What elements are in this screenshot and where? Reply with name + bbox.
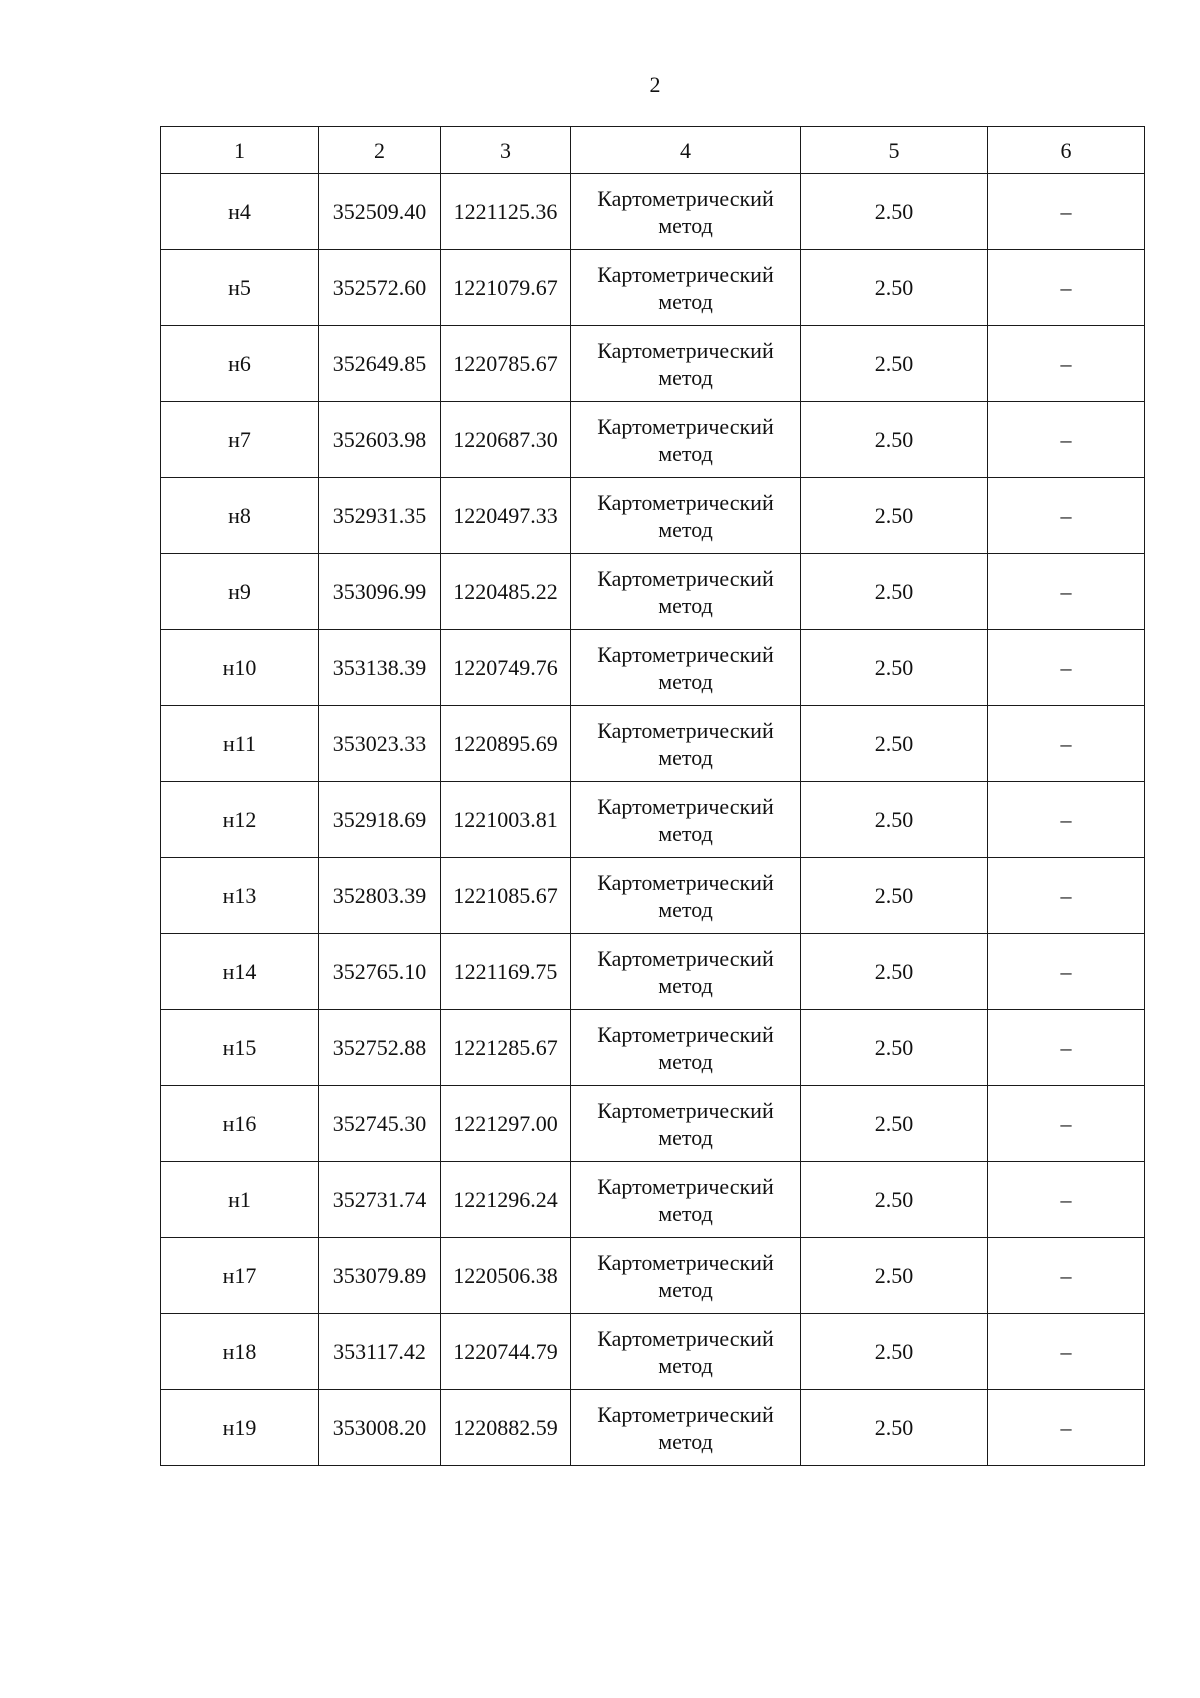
method-line-1: Картометрический xyxy=(597,869,774,895)
method-line-2: метод xyxy=(658,896,713,922)
point-name-cell: н6 xyxy=(161,326,319,402)
table-row xyxy=(161,174,1145,250)
point-name-cell: н9 xyxy=(161,554,319,630)
x-coordinate-cell: 352731.74 xyxy=(319,1162,441,1238)
y-coordinate-cell: 1221125.36 xyxy=(441,174,571,250)
point-name-cell: н11 xyxy=(161,706,319,782)
method-line-2: метод xyxy=(658,744,713,770)
x-coordinate-cell: 353117.42 xyxy=(319,1314,441,1390)
method-line-1: Картометрический xyxy=(597,489,774,515)
note-cell: – xyxy=(988,402,1145,478)
method-line-1: Картометрический xyxy=(597,1401,774,1427)
point-name-cell: н16 xyxy=(161,1086,319,1162)
method-line-1: Картометрический xyxy=(597,337,774,363)
method-line-2: метод xyxy=(658,592,713,618)
table-header-row xyxy=(161,127,1145,174)
table-row xyxy=(161,250,1145,326)
accuracy-cell: 2.50 xyxy=(801,1086,988,1162)
accuracy-cell: 2.50 xyxy=(801,1314,988,1390)
table-row xyxy=(161,1010,1145,1086)
method-line-2: метод xyxy=(658,1276,713,1302)
accuracy-cell: 2.50 xyxy=(801,326,988,402)
table-row xyxy=(161,554,1145,630)
method-line-2: метод xyxy=(658,820,713,846)
y-coordinate-cell: 1220749.76 xyxy=(441,630,571,706)
note-cell: – xyxy=(988,174,1145,250)
accuracy-cell: 2.50 xyxy=(801,706,988,782)
method-cell xyxy=(571,1238,801,1314)
x-coordinate-cell: 352931.35 xyxy=(319,478,441,554)
accuracy-cell: 2.50 xyxy=(801,934,988,1010)
method-cell xyxy=(571,1314,801,1390)
note-cell: – xyxy=(988,782,1145,858)
y-coordinate-cell: 1221003.81 xyxy=(441,782,571,858)
accuracy-cell: 2.50 xyxy=(801,1010,988,1086)
table-row xyxy=(161,858,1145,934)
accuracy-cell: 2.50 xyxy=(801,174,988,250)
note-cell: – xyxy=(988,1086,1145,1162)
y-coordinate-cell: 1220895.69 xyxy=(441,706,571,782)
method-cell xyxy=(571,174,801,250)
x-coordinate-cell: 352765.10 xyxy=(319,934,441,1010)
y-coordinate-cell: 1221297.00 xyxy=(441,1086,571,1162)
accuracy-cell: 2.50 xyxy=(801,478,988,554)
method-line-2: метод xyxy=(658,1048,713,1074)
x-coordinate-cell: 352572.60 xyxy=(319,250,441,326)
point-name-cell: н15 xyxy=(161,1010,319,1086)
method-line-1: Картометрический xyxy=(597,1097,774,1123)
method-cell xyxy=(571,630,801,706)
x-coordinate-cell: 352745.30 xyxy=(319,1086,441,1162)
x-coordinate-cell: 353079.89 xyxy=(319,1238,441,1314)
x-coordinate-cell: 352603.98 xyxy=(319,402,441,478)
accuracy-cell: 2.50 xyxy=(801,554,988,630)
note-cell: – xyxy=(988,250,1145,326)
coordinates-table xyxy=(160,126,1145,1466)
note-cell: – xyxy=(988,706,1145,782)
accuracy-cell: 2.50 xyxy=(801,1390,988,1466)
table-row xyxy=(161,1162,1145,1238)
table-row xyxy=(161,1086,1145,1162)
y-coordinate-cell: 1220882.59 xyxy=(441,1390,571,1466)
table-row xyxy=(161,782,1145,858)
point-name-cell: н4 xyxy=(161,174,319,250)
method-line-1: Картометрический xyxy=(597,413,774,439)
point-name-cell: н10 xyxy=(161,630,319,706)
column-header-3: 3 xyxy=(441,127,571,174)
point-name-cell: н8 xyxy=(161,478,319,554)
note-cell: – xyxy=(988,630,1145,706)
x-coordinate-cell: 352509.40 xyxy=(319,174,441,250)
method-line-1: Картометрический xyxy=(597,945,774,971)
note-cell: – xyxy=(988,326,1145,402)
table-row xyxy=(161,402,1145,478)
method-line-1: Картометрический xyxy=(597,641,774,667)
note-cell: – xyxy=(988,858,1145,934)
point-name-cell: н1 xyxy=(161,1162,319,1238)
note-cell: – xyxy=(988,1010,1145,1086)
note-cell: – xyxy=(988,934,1145,1010)
x-coordinate-cell: 353096.99 xyxy=(319,554,441,630)
point-name-cell: н12 xyxy=(161,782,319,858)
point-name-cell: н19 xyxy=(161,1390,319,1466)
method-line-2: метод xyxy=(658,1200,713,1226)
table-row xyxy=(161,630,1145,706)
method-line-2: метод xyxy=(658,1352,713,1378)
y-coordinate-cell: 1220485.22 xyxy=(441,554,571,630)
y-coordinate-cell: 1221285.67 xyxy=(441,1010,571,1086)
method-cell xyxy=(571,402,801,478)
method-line-2: метод xyxy=(658,1428,713,1454)
method-line-1: Картометрический xyxy=(597,793,774,819)
x-coordinate-cell: 352649.85 xyxy=(319,326,441,402)
note-cell: – xyxy=(988,1162,1145,1238)
method-cell xyxy=(571,858,801,934)
y-coordinate-cell: 1221085.67 xyxy=(441,858,571,934)
method-line-2: метод xyxy=(658,440,713,466)
point-name-cell: н17 xyxy=(161,1238,319,1314)
accuracy-cell: 2.50 xyxy=(801,402,988,478)
note-cell: – xyxy=(988,554,1145,630)
y-coordinate-cell: 1220497.33 xyxy=(441,478,571,554)
point-name-cell: н13 xyxy=(161,858,319,934)
note-cell: – xyxy=(988,1390,1145,1466)
x-coordinate-cell: 353138.39 xyxy=(319,630,441,706)
accuracy-cell: 2.50 xyxy=(801,782,988,858)
accuracy-cell: 2.50 xyxy=(801,250,988,326)
column-header-2: 2 xyxy=(319,127,441,174)
method-cell xyxy=(571,1010,801,1086)
table-row xyxy=(161,326,1145,402)
table-row xyxy=(161,934,1145,1010)
method-line-2: метод xyxy=(658,364,713,390)
point-name-cell: н14 xyxy=(161,934,319,1010)
method-cell xyxy=(571,554,801,630)
method-line-2: метод xyxy=(658,212,713,238)
method-cell xyxy=(571,1390,801,1466)
method-cell xyxy=(571,706,801,782)
note-cell: – xyxy=(988,1238,1145,1314)
method-cell xyxy=(571,250,801,326)
method-line-1: Картометрический xyxy=(597,1249,774,1275)
column-header-6: 6 xyxy=(988,127,1145,174)
accuracy-cell: 2.50 xyxy=(801,1162,988,1238)
y-coordinate-cell: 1221296.24 xyxy=(441,1162,571,1238)
accuracy-cell: 2.50 xyxy=(801,630,988,706)
accuracy-cell: 2.50 xyxy=(801,1238,988,1314)
x-coordinate-cell: 353008.20 xyxy=(319,1390,441,1466)
method-line-2: метод xyxy=(658,1124,713,1150)
method-line-1: Картометрический xyxy=(597,565,774,591)
method-cell xyxy=(571,934,801,1010)
x-coordinate-cell: 352918.69 xyxy=(319,782,441,858)
method-cell xyxy=(571,478,801,554)
x-coordinate-cell: 352803.39 xyxy=(319,858,441,934)
method-line-1: Картометрический xyxy=(597,717,774,743)
y-coordinate-cell: 1220687.30 xyxy=(441,402,571,478)
x-coordinate-cell: 352752.88 xyxy=(319,1010,441,1086)
column-header-5: 5 xyxy=(801,127,988,174)
y-coordinate-cell: 1220785.67 xyxy=(441,326,571,402)
table-row xyxy=(161,706,1145,782)
x-coordinate-cell: 353023.33 xyxy=(319,706,441,782)
method-line-1: Картометрический xyxy=(597,261,774,287)
page-number: 2 xyxy=(649,72,661,97)
table-row xyxy=(161,1314,1145,1390)
table-row xyxy=(161,478,1145,554)
method-line-2: метод xyxy=(658,516,713,542)
method-cell xyxy=(571,326,801,402)
method-cell xyxy=(571,782,801,858)
y-coordinate-cell: 1220744.79 xyxy=(441,1314,571,1390)
y-coordinate-cell: 1221169.75 xyxy=(441,934,571,1010)
note-cell: – xyxy=(988,478,1145,554)
method-line-2: метод xyxy=(658,972,713,998)
method-cell xyxy=(571,1086,801,1162)
method-line-1: Картометрический xyxy=(597,1173,774,1199)
method-line-2: метод xyxy=(658,668,713,694)
method-cell xyxy=(571,1162,801,1238)
point-name-cell: н18 xyxy=(161,1314,319,1390)
y-coordinate-cell: 1221079.67 xyxy=(441,250,571,326)
method-line-1: Картометрический xyxy=(597,1021,774,1047)
method-line-1: Картометрический xyxy=(597,1325,774,1351)
table-body xyxy=(161,127,1145,1466)
note-cell: – xyxy=(988,1314,1145,1390)
point-name-cell: н7 xyxy=(161,402,319,478)
accuracy-cell: 2.50 xyxy=(801,858,988,934)
method-line-1: Картометрический xyxy=(597,185,774,211)
y-coordinate-cell: 1220506.38 xyxy=(441,1238,571,1314)
table-row xyxy=(161,1390,1145,1466)
column-header-4: 4 xyxy=(571,127,801,174)
method-line-2: метод xyxy=(658,288,713,314)
column-header-1: 1 xyxy=(161,127,319,174)
table-row xyxy=(161,1238,1145,1314)
point-name-cell: н5 xyxy=(161,250,319,326)
